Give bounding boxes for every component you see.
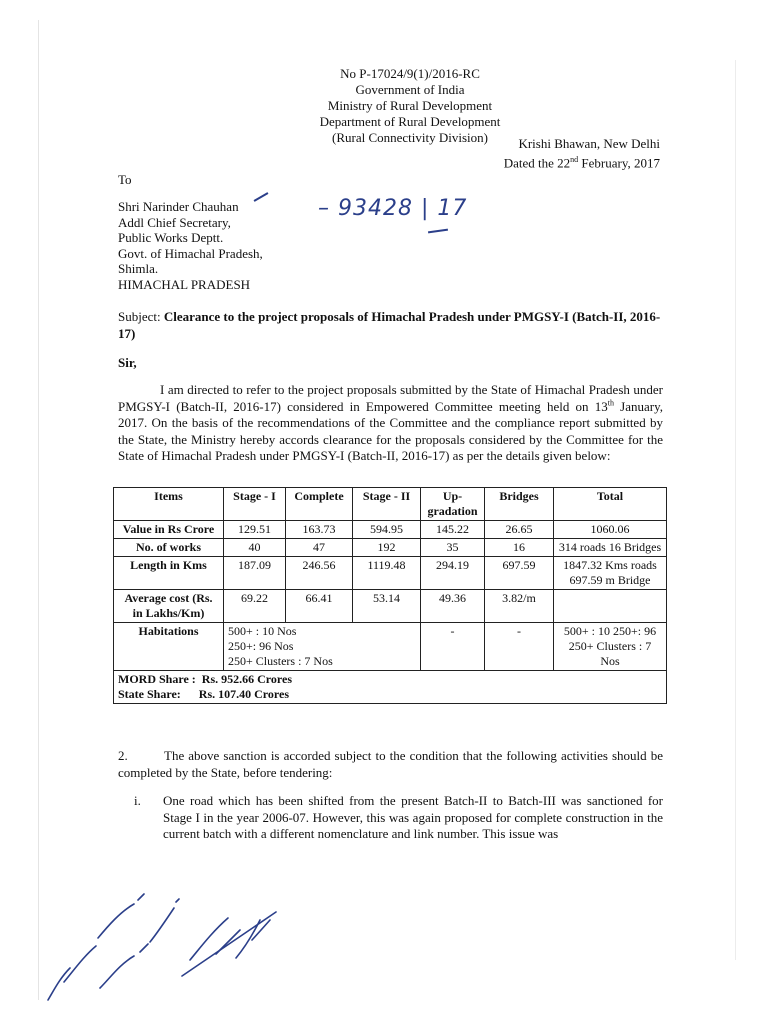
table-cell: 187.09 (224, 557, 286, 590)
table-cell: 500+ : 10 Nos 250+: 96 Nos 250+ Clusters : 7 Nos (224, 623, 421, 671)
table-cell: 49.36 (421, 590, 485, 623)
header-cell: Stage - I (224, 488, 286, 521)
salutation: Sir, (118, 355, 137, 370)
project-details-table (113, 487, 667, 704)
place-date-block (440, 136, 660, 171)
scan-edge-line (38, 20, 39, 1000)
table-header-row (114, 488, 667, 521)
table-cell: 129.51 (224, 521, 286, 539)
govt-line: Government of India (355, 82, 465, 97)
header-cell: Complete (286, 488, 353, 521)
header-cell: Items (114, 488, 224, 521)
table-footer-row (114, 671, 667, 704)
subject-line (118, 308, 663, 342)
table-cell: 1847.32 Kms roads 697.59 m Bridge (554, 557, 667, 590)
place: Krishi Bhawan, New Delhi (518, 136, 660, 151)
addressee-line: Public Works Deptt. (118, 230, 224, 246)
table-cell: 26.65 (485, 521, 554, 539)
row-label: No. of works (114, 539, 224, 557)
addressee-line: Shri Narinder Chauhan (118, 199, 239, 214)
date: Dated the 22nd February, 2017 (503, 155, 660, 171)
header-cell: Bridges (485, 488, 554, 521)
paragraph-1: I am directed to refer to the project proposals submitted by the State of Himachal Pradesh under PMGSY-I (Batch-II, 2016-17) considered in Empowered Committee meeting held on 13th January, 2017. On the basis of the recommendations of the Committee and the compliance report submitted by the State, the Ministry hereby accords clearance for the proposals considered by the Committee for the State of Himachal Pradesh under PMGSY-I (Batch-II, 2016-17) as per the details given below: (118, 382, 663, 463)
to-label: To (118, 172, 132, 187)
table-cell: 16 (485, 539, 554, 557)
addressee-line: HIMACHAL PRADESH (118, 276, 251, 292)
scan-edge-line (735, 60, 736, 960)
table-cell: 246.56 (286, 557, 353, 590)
table-row (114, 557, 667, 590)
table-row (114, 590, 667, 623)
division-line: (Rural Connectivity Division) (332, 130, 488, 145)
row-label: Average cost (Rs. in Lakhs/Km) (114, 590, 224, 623)
handwritten-annotation (40, 860, 280, 1010)
table-cell: 3.82/m (485, 590, 554, 623)
condition-item (118, 793, 663, 843)
table-cell: 594.95 (353, 521, 421, 539)
addressee-block (118, 199, 263, 293)
table-cell: 294.19 (421, 557, 485, 590)
row-label: Habitations (114, 623, 224, 671)
addressee-line: Addl Chief Secretary, (118, 214, 231, 230)
table-cell: - (485, 623, 554, 671)
subject-label: Subject: (118, 309, 164, 324)
table-cell: 40 (224, 539, 286, 557)
share-summary: MORD Share : Rs. 952.66 Crores State Share: Rs. 107.40 Crores (114, 671, 667, 704)
table-row (114, 521, 667, 539)
item-number: i. (134, 793, 141, 808)
table-cell: 500+ : 10 250+: 96 250+ Clusters : 7 Nos (554, 623, 667, 671)
reference-number: No P-17024/9(1)/2016-RC (340, 66, 480, 81)
handwritten-diary-number: – 93428 | 17 (318, 196, 467, 221)
paragraph-2: 2. The above sanction is accorded subject to the condition that the following activities should be completed by the State, before tendering: (118, 748, 663, 780)
table-row (114, 623, 667, 671)
table-cell: 1119.48 (353, 557, 421, 590)
table-cell: 145.22 (421, 521, 485, 539)
department-line: Department of Rural Development (319, 114, 501, 129)
header-cell: Stage - II (353, 488, 421, 521)
addressee-line: Govt. of Himachal Pradesh, (118, 245, 263, 261)
table-cell: 47 (286, 539, 353, 557)
table-cell: 163.73 (286, 521, 353, 539)
table-cell: - (421, 623, 485, 671)
table-cell: 69.22 (224, 590, 286, 623)
table-cell: 53.14 (353, 590, 421, 623)
table-cell (554, 590, 667, 623)
row-label: Length in Kms (114, 557, 224, 590)
header-cell: Up-gradation (421, 488, 485, 521)
table-cell: 192 (353, 539, 421, 557)
table-cell: 697.59 (485, 557, 554, 590)
header-cell: Total (554, 488, 667, 521)
table-cell: 35 (421, 539, 485, 557)
letter-header (300, 66, 520, 146)
subject-text: Clearance to the project proposals of Himachal Pradesh under PMGSY-I (Batch-II, 2016-17) (118, 309, 661, 341)
table-cell: 314 roads 16 Bridges (554, 539, 667, 557)
table-cell: 1060.06 (554, 521, 667, 539)
addressee-line: Shimla. (118, 261, 159, 277)
item-text: One road which has been shifted from the present Batch-II to Batch-III was sanctioned for Stage I in the year 2006-07. However, this was again proposed for complete construction in the current batch with a different nomenclature and link number. This issue was (163, 793, 663, 841)
table-cell: 66.41 (286, 590, 353, 623)
table-row (114, 539, 667, 557)
row-label: Value in Rs Crore (114, 521, 224, 539)
ministry-line: Ministry of Rural Development (327, 98, 493, 113)
